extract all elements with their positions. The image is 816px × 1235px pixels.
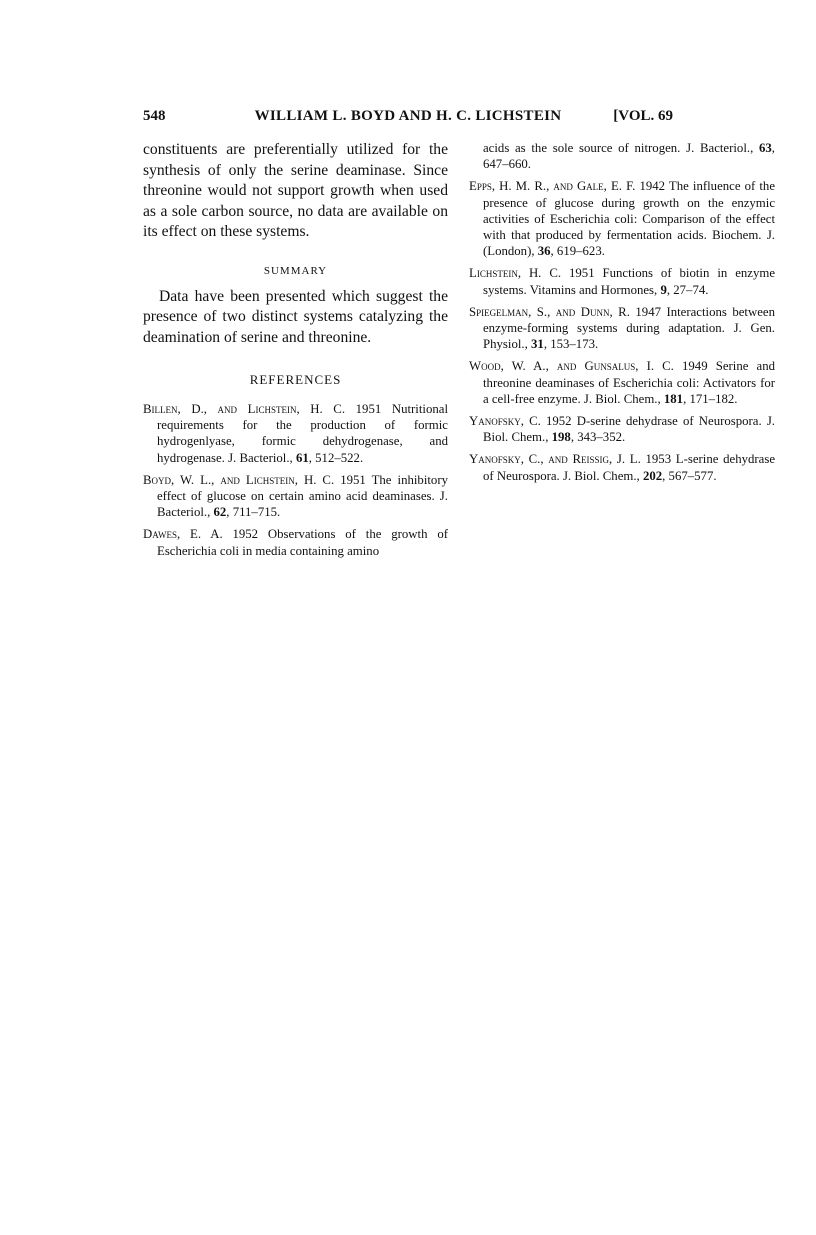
reference-text: 1949 Serine and threonine deaminases of Escherichia coli: Activators for a cell-free enzyme. J. Biol. Chem., [483,359,775,406]
running-title: WILLIAM L. BOYD AND H. C. LICHSTEIN [254,108,562,124]
summary-heading: SUMMARY [263,264,328,277]
reference-text: 1952 Observations of the growth of Escherichia coli in media containing amino [157,527,448,558]
reference-pages: , 711–715. [226,505,281,520]
reference-volume: 31 [531,337,544,352]
reference-authors: Lichstein, H. C. [469,266,562,281]
reference-text: 1951 Nutritional requirements for the production of formic hydrogenlyase, formic dehydrogenase, and hydrogenase. J. Bacteriol., [157,402,448,465]
reference-authors: Wood, W. A., and Gunsalus, I. C. [469,359,674,374]
reference-volume: 62 [213,505,227,520]
reference-authors: Yanofsky, C., and Reissig, J. L. [469,452,641,467]
reference-text: 1942 The influence of the presence of glucose during growth on the enzymic activities of Escherichia coli: Comparison of the effect with that produced by fermentation acids. Biochem. J. (London), [483,179,775,259]
reference-pages: , 343–352. [570,430,626,445]
reference-text: 1951 Functions of biotin in enzyme systems. Vitamins and Hormones, [483,266,775,297]
reference-text: 1947 Interactions between enzyme-forming systems during adaptation. J. Gen. Physiol., [483,304,775,352]
reference-item-continued [469,140,775,172]
reference-item [469,413,775,445]
page-number: 548 [143,108,166,124]
reference-volume: 61 [295,450,309,465]
reference-pages: , 647–660. [483,141,775,172]
page-header [143,108,673,130]
reference-authors: Dawes, E. A. [143,527,223,542]
reference-pages: , 567–577. [662,468,717,483]
reference-authors: Epps, H. M. R., and Gale, E. F. [469,179,636,194]
reference-volume: 181 [663,391,684,406]
reference-authors: Billen, D., and Lichstein, H. C. [143,402,346,416]
reference-item [469,265,775,297]
reference-item [143,472,448,521]
reference-authors: Spiegelman, S., and Dunn, R. [469,304,630,319]
reference-item [469,358,775,407]
reference-text: 1953 L-serine dehydrase of Neurospora. J. Biol. Chem., [483,452,776,483]
reference-item [469,178,775,259]
reference-pages: , 153–173. [543,337,599,352]
volume-label: [VOL. 69 [613,108,673,124]
reference-item [143,401,448,466]
reference-pages: , 512–522. [308,450,364,465]
reference-text: 1952 D-serine dehydrase of Neurospora. J. Biol. Chem., [483,414,775,445]
reference-volume: 198 [551,430,571,445]
summary-text: Data have been presented which suggest the presence of two distinct systems catalyzing the deamination of serine and threonine. [143,287,448,346]
right-column [469,140,775,490]
left-column [143,140,448,565]
references-heading: REFERENCES [249,372,342,387]
reference-text: acids as the sole source of nitrogen. J. Bacteriol., [483,141,759,155]
reference-pages: , 619–623. [550,244,605,259]
reference-item [143,526,448,558]
reference-volume: 202 [642,468,663,483]
reference-item [469,304,775,353]
reference-text: 1951 The inhibitory effect of glucose on certain amino acid deaminases. J. Bacteriol., [157,472,448,520]
body-paragraph: constituents are preferentially utilized for the synthesis of only the serine deaminase. Since threonine would not support growth when used as a sole carbon source, no data are available on its effect on these systems. [143,141,448,240]
reference-volume: 9 [660,282,667,297]
reference-authors: Boyd, W. L., and Lichstein, H. C. [143,472,335,487]
reference-volume: 63 [759,141,772,155]
reference-item [469,451,775,483]
reference-volume: 36 [537,244,551,259]
reference-authors: Yanofsky, C. [469,414,541,429]
reference-pages: , 27–74. [666,282,709,297]
reference-pages: , 171–182. [683,391,738,406]
